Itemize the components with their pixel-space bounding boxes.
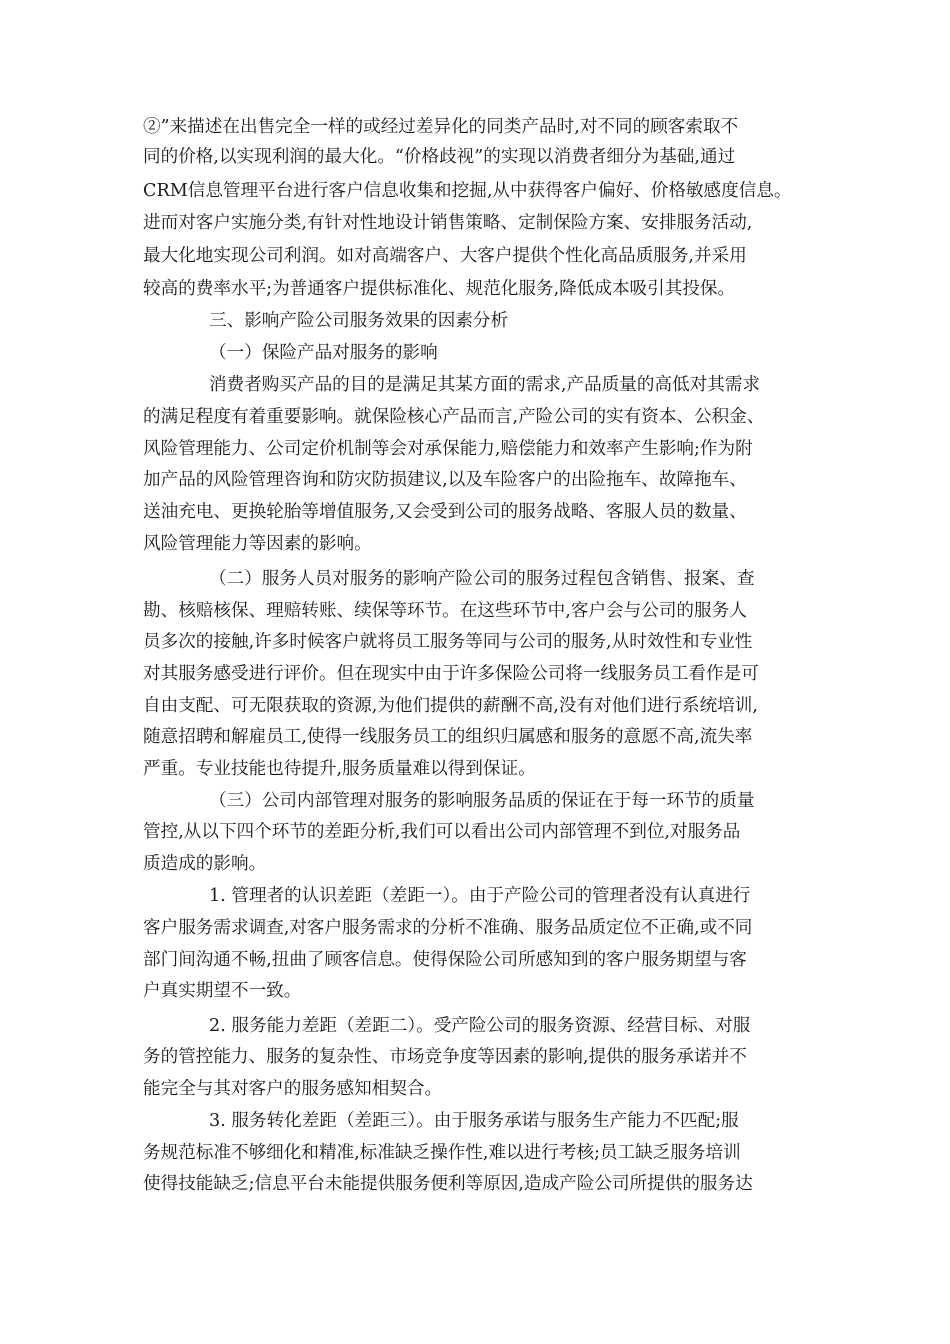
text-line: CRM信息管理平台进行客户信息收集和挖掘,从中获得客户偏好、价格敏感度信息。 bbox=[143, 181, 792, 201]
text-line: 消费者购买产品的目的是满足其某方面的需求,产品质量的高低对其需求 bbox=[209, 375, 761, 395]
text-line: 最大化地实现公司利润。如对高端客户、大客户提供个性化高品质服务,并采用 bbox=[143, 246, 747, 266]
text-line: 严重。专业技能也待提升,服务质量难以得到保证。 bbox=[143, 759, 536, 779]
text-line: 务的管控能力、服务的复杂性、市场竞争度等因素的影响,提供的服务承诺并不 bbox=[143, 1047, 747, 1067]
text-line: 质造成的影响。 bbox=[143, 854, 267, 874]
text-line: （二）服务人员对服务的影响产险公司的服务过程包含销售、报案、查 bbox=[209, 569, 755, 589]
text-line: 风险管理能力等因素的影响。 bbox=[143, 534, 372, 554]
section-heading: 三、影响产险公司服务效果的因素分析 bbox=[209, 311, 509, 331]
text-line: 户真实期望不一致。 bbox=[143, 981, 302, 1001]
text-line: 管控,从以下四个环节的差距分析,我们可以看出公司内部管理不到位,对服务品 bbox=[143, 822, 741, 842]
text-line: 较高的费率水平;为普通客户提供标准化、规范化服务,降低成本吸引其投保。 bbox=[143, 279, 736, 299]
text-line: 加产品的风险管理咨询和防灾防损建议,以及车险客户的出险拖车、故障拖车、 bbox=[143, 470, 747, 490]
text-line: 2. 服务能力差距（差距二）。受产险公司的服务资源、经营目标、对服 bbox=[209, 1016, 751, 1036]
text-line: 的满足程度有着重要影响。就保险核心产品而言,产险公司的实有资本、公积金、 bbox=[143, 407, 765, 427]
text-line: 送油充电、更换轮胎等增值服务,又会受到公司的服务战略、客服人员的数量、 bbox=[143, 502, 747, 522]
text-line: 勘、核赔核保、理赔转账、续保等环节。在这些环节中,客户会与公司的服务人 bbox=[143, 601, 747, 621]
text-line: 务规范标准不够细化和精准,标准缺乏操作性,难以进行考核;员工缺乏服务培训 bbox=[143, 1143, 741, 1163]
text-line: 进而对客户实施分类,有针对性地设计销售策略、定制保险方案、安排服务活动, bbox=[143, 213, 753, 233]
text-line: （三）公司内部管理对服务的影响服务品质的保证在于每一环节的质量 bbox=[209, 791, 755, 811]
text-line: 客户服务需求调查,对客户服务需求的分析不准确、服务品质定位不正确,或不同 bbox=[143, 918, 753, 938]
text-line: 自由支配、可无限获取的资源,为他们提供的薪酬不高,没有对他们进行系统培训, bbox=[143, 696, 758, 716]
text-line: 同的价格,以实现利润的最大化。“价格歧视”的实现以消费者细分为基础,通过 bbox=[143, 147, 736, 167]
text-line: 1. 管理者的认识差距（差距一）。由于产险公司的管理者没有认真进行 bbox=[209, 886, 751, 906]
text-line: 使得技能缺乏;信息平台未能提供服务便利等原因,造成产险公司所提供的服务达 bbox=[143, 1174, 753, 1194]
subsection-heading: （一）保险产品对服务的影响 bbox=[209, 343, 438, 363]
text-line: 3. 服务转化差距（差距三）。由于服务承诺与服务生产能力不匹配;服 bbox=[209, 1111, 739, 1131]
text-line: 对其服务感受进行评价。但在现实中由于许多保险公司将一线服务员工看作是可 bbox=[143, 664, 759, 684]
text-line: 部门间沟通不畅,扭曲了顾客信息。使得保险公司所感知到的客户服务期望与客 bbox=[143, 950, 747, 970]
text-line: 风险管理能力、公司定价机制等会对承保能力,赔偿能力和效率产生影响;作为附 bbox=[143, 439, 753, 459]
text-line: 随意招聘和解雇员工,使得一线服务员工的组织归属感和服务的意愿不高,流失率 bbox=[143, 727, 753, 747]
text-line: 员多次的接触,许多时候客户就将员工服务等同与公司的服务,从时效性和专业性 bbox=[143, 632, 753, 652]
text-line: ②”来描述在出售完全一样的或经过差异化的同类产品时,对不同的顾客索取不 bbox=[143, 117, 739, 137]
text-line: 能完全与其对客户的服务感知相契合。 bbox=[143, 1079, 443, 1099]
